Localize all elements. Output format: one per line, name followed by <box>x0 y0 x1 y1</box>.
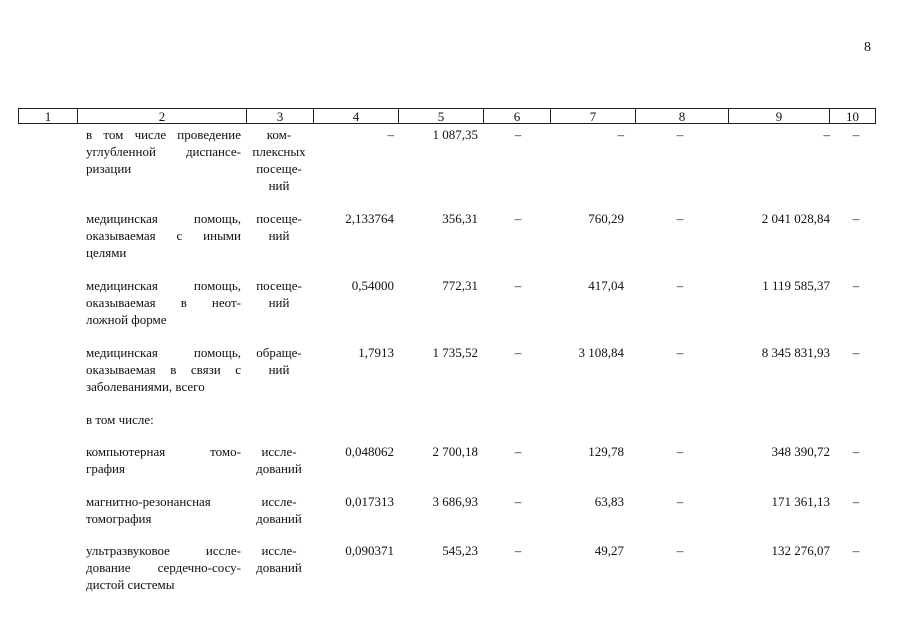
cell-c8: – <box>676 127 684 142</box>
row-name-line: медицинская помощь, <box>86 211 241 226</box>
row-name-line: оказываемая в неот- <box>86 295 241 310</box>
cell-c8: – <box>676 444 684 459</box>
cell-c9: 1 119 585,37 <box>762 278 830 293</box>
row-name-line: компьютерная томо- <box>86 444 241 459</box>
cell-c7: 760,29 <box>588 211 624 226</box>
row-unit-line: посеще- <box>256 161 302 176</box>
row-name-line: ложной форме <box>86 312 167 327</box>
row-name <box>86 443 241 477</box>
header-col-2: 2 <box>77 108 247 124</box>
cell-c9: 171 361,13 <box>771 494 830 509</box>
header-col-3: 3 <box>246 108 314 124</box>
cell-c10: – <box>852 278 860 293</box>
cell-c9: 2 041 028,84 <box>761 211 830 226</box>
cell-c8: – <box>676 543 684 558</box>
cell-c4: 0,048062 <box>345 444 394 459</box>
page-number: 8 <box>864 40 871 55</box>
cell-c10: – <box>852 494 860 509</box>
row-unit-line: посеще- <box>256 211 302 226</box>
header-col-9: 9 <box>728 108 830 124</box>
cell-c5: 2 700,18 <box>432 444 478 459</box>
cell-c5: 772,31 <box>442 278 478 293</box>
cell-c6: – <box>514 345 522 360</box>
cell-c10: – <box>852 543 860 558</box>
header-col-8: 8 <box>635 108 729 124</box>
row-name-line: заболеваниями, всего <box>86 379 205 394</box>
row-name-line: оказываемая с иными <box>86 228 241 243</box>
row-name-line: дистой системы <box>86 577 175 592</box>
row-unit <box>244 277 314 311</box>
row-unit-line: ний <box>268 228 290 243</box>
cell-c5: 356,31 <box>442 211 478 226</box>
cell-c9: 132 276,07 <box>771 543 830 558</box>
row-name <box>86 344 241 395</box>
cell-c6: – <box>514 127 522 142</box>
row-name-line: ультразвуковое иссле- <box>86 543 241 558</box>
cell-c7: 129,78 <box>588 444 624 459</box>
row-unit-line: плексных <box>252 144 306 159</box>
cell-c8: – <box>676 211 684 226</box>
row-unit-line: обраще- <box>256 345 302 360</box>
cell-c8: – <box>676 278 684 293</box>
row-unit <box>244 542 314 576</box>
cell-c7: – <box>617 127 624 142</box>
row-name-line: томография <box>86 511 152 526</box>
cell-c10: – <box>852 211 860 226</box>
header-col-10: 10 <box>829 108 876 124</box>
header-col-5: 5 <box>398 108 484 124</box>
row-name-line: оказываемая в связи с <box>86 362 241 377</box>
row-unit <box>244 210 314 244</box>
row-unit-line: ком- <box>266 127 292 142</box>
cell-c4: 1,7913 <box>358 345 394 360</box>
cell-c5: 3 686,93 <box>432 494 478 509</box>
cell-c7: 49,27 <box>594 543 624 558</box>
cell-c9: 8 345 831,93 <box>761 345 830 360</box>
header-col-4: 4 <box>313 108 399 124</box>
cell-c4: 0,017313 <box>345 494 394 509</box>
cell-c8: – <box>676 494 684 509</box>
row-unit-line: иссле- <box>261 444 297 459</box>
row-name <box>86 277 241 328</box>
cell-c7: 63,83 <box>594 494 624 509</box>
row-unit <box>244 126 314 194</box>
cell-c6: – <box>514 278 522 293</box>
cell-c8: – <box>676 345 684 360</box>
row-unit-line: иссле- <box>261 494 297 509</box>
row-name-line: целями <box>86 245 127 260</box>
row-name-line: магнитно-резонансная <box>86 494 211 509</box>
header-col-6: 6 <box>483 108 551 124</box>
row-name-line: дование сердечно-сосу- <box>86 560 241 575</box>
row-unit-line: иссле- <box>261 543 297 558</box>
row-unit-line: дований <box>256 560 302 575</box>
row-unit-line: дований <box>256 461 302 476</box>
header-col-1: 1 <box>18 108 78 124</box>
row-unit-line: посеще- <box>256 278 302 293</box>
row-unit-line: ний <box>268 362 290 377</box>
row-unit-line: дований <box>256 511 302 526</box>
cell-c4: – <box>387 127 394 142</box>
row-name-line: углубленной диспансе- <box>86 144 241 159</box>
row-name <box>86 493 241 527</box>
row-name-line: графия <box>86 461 125 476</box>
cell-c9: 348 390,72 <box>771 444 830 459</box>
row-name-line: ризации <box>86 161 132 176</box>
row-name <box>86 411 241 428</box>
header-col-7: 7 <box>550 108 636 124</box>
cell-c10: – <box>852 345 860 360</box>
cell-c7: 417,04 <box>588 278 624 293</box>
cell-c6: – <box>514 494 522 509</box>
cell-c4: 2,133764 <box>345 211 394 226</box>
cell-c6: – <box>514 543 522 558</box>
cell-c6: – <box>514 444 522 459</box>
row-unit <box>244 493 314 527</box>
row-name <box>86 126 241 177</box>
row-name-line: медицинская помощь, <box>86 345 241 360</box>
cell-c7: 3 108,84 <box>578 345 624 360</box>
cell-c9: – <box>823 127 830 142</box>
cell-c4: 0,54000 <box>351 278 394 293</box>
row-unit <box>244 344 314 378</box>
row-name-line: в том числе проведение <box>86 127 241 142</box>
cell-c4: 0,090371 <box>345 543 394 558</box>
row-unit <box>244 443 314 477</box>
cell-c5: 1 735,52 <box>432 345 478 360</box>
row-unit-line: ний <box>268 295 290 310</box>
cell-c5: 545,23 <box>442 543 478 558</box>
cell-c6: – <box>514 211 522 226</box>
row-unit-line: ний <box>268 178 290 193</box>
row-name <box>86 542 241 593</box>
cell-c10: – <box>852 127 860 142</box>
row-name <box>86 210 241 261</box>
row-name-line: медицинская помощь, <box>86 278 241 293</box>
cell-c5: 1 087,35 <box>432 127 478 142</box>
cell-c10: – <box>852 444 860 459</box>
row-name-line: в том числе: <box>86 412 154 427</box>
